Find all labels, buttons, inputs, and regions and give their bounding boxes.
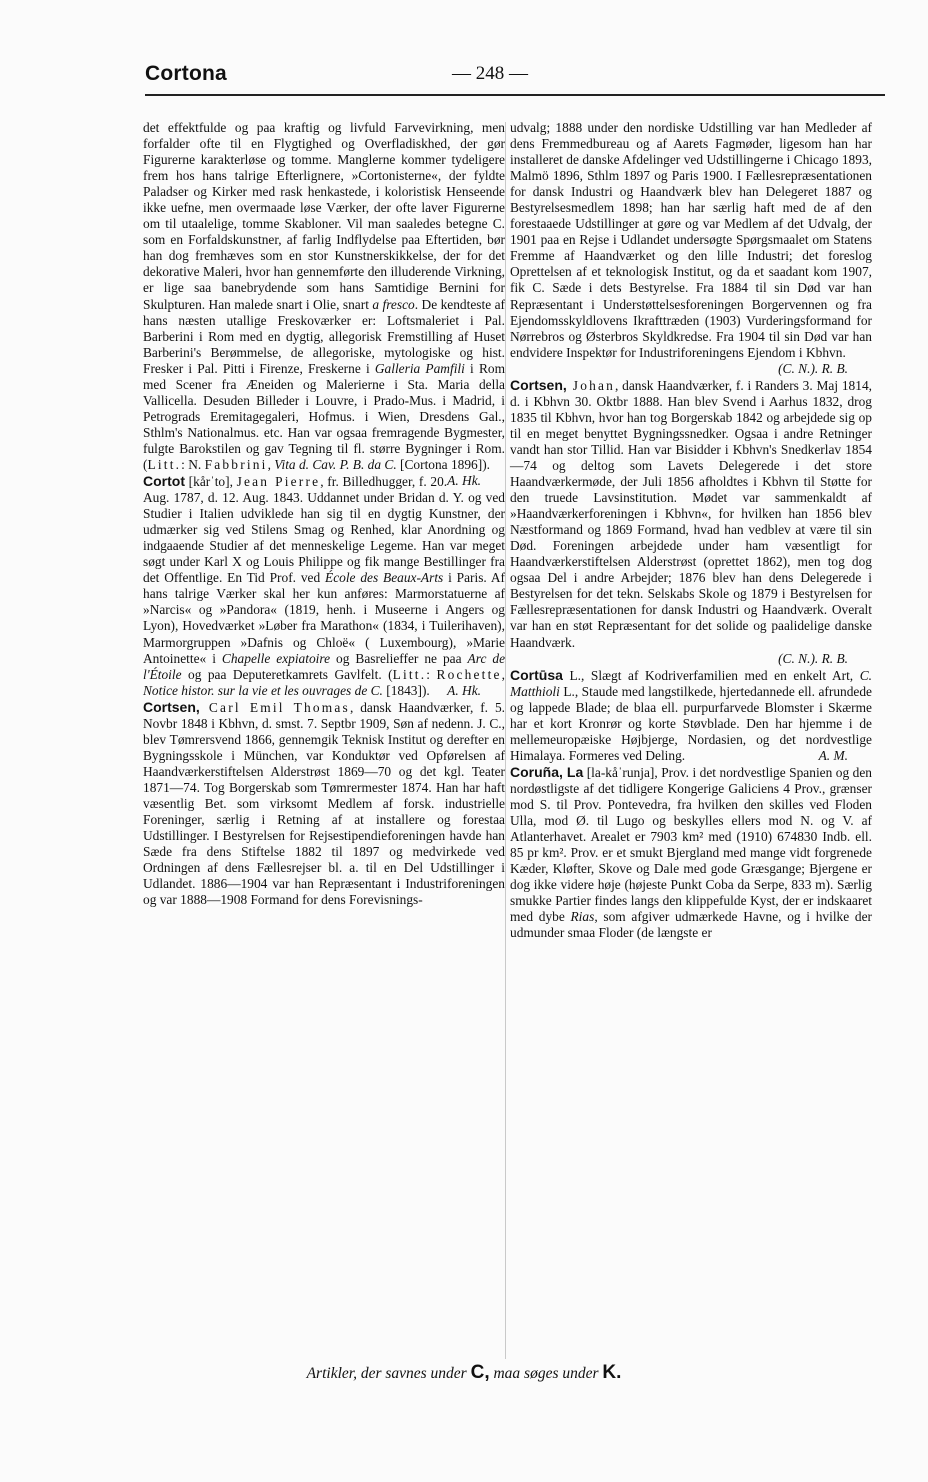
header-rule xyxy=(145,94,885,96)
entry-headword: Coruña, La xyxy=(510,763,584,780)
page-number: — 248 — xyxy=(452,63,528,84)
author-signature: A. Hk. xyxy=(447,682,481,698)
entry-headword: Cortūsa xyxy=(510,666,563,683)
author-signature: (C. N.). R. B. xyxy=(778,360,848,376)
entry-headword: Cortsen, xyxy=(510,376,567,393)
entry-cortsen-carl-emil-continued: udvalg; 1888 under den nordiske Udstilling var han Medleder af dens Fremmedbureau og af Aarets Fagmøder, ligesom han har installeret de danske Afdelinger ved Udstillingerne i Chicago 1893, Malmö 1896, Sthlm 1897 og Paris 1900. I Fællesrepræsentationen for dansk Industri og Haandværk blev han Delegeret 1887 og Bestyrelsesmedlem 1898; han har særlig haft med de af den forestaaede Udstillinger at gøre og var Medlem af det Udvalg, der 1901 paa en Rejse i Udlandet undersøgte Spørgsmaalet om Statens Fremme af Haandværket og den lille Industri; det foreslog Oprettelsen af et teknologisk Institut, og da et saadant kom 1907, fik C. Sæde i dets Bestyrelse. Fra 1884 til sin Død var han Repræsentant i Understøttelsesforeningen Borgervennen og fra Ejendomsskyldlovens Ikrafttræden (1903) Vurderingsformand for Nørrebros og Østerbros Skyldkredse. Fra 1904 til sin Død var han endvidere Inspektør for Industriforeningens Ejendom i Kbhvn. xyxy=(510,120,872,360)
entry-headword: Cortsen, xyxy=(143,698,200,715)
page-footer-note: Artikler, der savnes under C, maa søges under K. xyxy=(306,1362,622,1383)
author-signature: A. Hk. xyxy=(447,473,481,489)
author-signature: A. M. xyxy=(818,747,848,763)
entry-cortusa: Cortūsa L., Slægt af Kodriverfamilien med en enkelt Art, C. Matthioli L., Staude med langstilkede, hjertedannede ell. afrundede og lappede Blade; de blaa ell. purpurfarvede Blomster i Skærme har et kort Kronrør og korte Støvblade. Den har hjemme i de mellemeuropæiske Højbjerge, Nordasien, og det nordvestlige Himalaya. Formeres ved Deling. A. M. xyxy=(510,666,872,763)
entry-cortot: Cortot [kårˈto], Jean Pierre, fr. Billedhugger, f. 20. Aug. 1787, d. 12. Aug. 1843. Uddannet under Bridan d. Y. og ved Studier i Italien udviklede han sig til en dygtig Kunstner, der udmærker sig ved Stilens Smag og Renhed, klar Anordning og indgaaende Studier af det menneskelige Legeme. Han var meget søgt under Karl X og Louis Philippe og fik mange Bestillinger fra det Offentlige. En Tid Prof. ved École des Beaux-Arts i Paris. Af hans talrige Værker skal her kun anføres: Marmorstatuerne af »Narcis« og »Pandora« (1819, henh. i Museerne i Angers og Lyon), Hovedværket »Løber fra Marathon« (1834, i Tuilerihaven), Marmorgruppen »Dafnis og Chloë« ( Luxembourg), »Marie Antoinette« i Chapelle expiatoire og Basrelieffer ne paa Arc de l'Étoile og paa Deputeretkamrets Gavlfelt. (Litt.: Rochette, Notice histor. sur la vie et les ouvrages de C. [1843]). A. Hk. xyxy=(143,473,506,698)
entry-headword: Cortot xyxy=(143,473,185,490)
entry-cortsen-johan: Cortsen, Johan, dansk Haandværker, f. i Randers 3. Maj 1814, d. i Kbhvn 30. Oktbr 1888. Han blev Svend i Aarhus 1832, drog 1835 til Kbhvn, hvor han tog Borgerskab 1842 og arbejdede sig op til en meget benyttet Bygningssnedker. Ogsaa i andre Retninger vandt han stor Tillid. Han var Bisidder i Kbhvn's Snedkerlav 1854—74 og deltog som Lavets Delegerede i det store Haandværkermøde, der Juli 1856 afholdtes i Kbhvn til Støtte for den truede Lavsinstitution. Mødet var sammenkaldt af »Haandværkerforeningen i Kbhvn«, for hvilken han 1856 blev Næstformand og 1869 Formand, hvad han vedblev at være til sin Død. Foreningen arbejdede under ham væsentligt for Haandværkerstiftelsen Alderstrøst (oprettet 1862), men tog dog ogsaa Del i andre Arbejder; 1876 blev han dens Delegerede i Bestyrelsen for det tekn. Selskabs Skole og 1879 i Bestyrelsen for Fællesrepræsentationen for dansk Industri og Haandværk. Overalt var han en støt Repræsentant for det solide og paalidelige danske Haandværk. xyxy=(510,376,872,650)
left-column xyxy=(143,120,505,908)
entry-cortsen-carl-emil: Cortsen, Carl Emil Thomas, dansk Haandværker, f. 5. Novbr 1848 i Kbhvn, d. smst. 7. Septbr 1909, Søn af nedenn. J. C., blev Tømrersvend 1866, gennemgik Teknisk Institut og derefter en Bygningsskole i München, var Konduktør ved Opførelsen af Haandværkerstiftelsen Alderstrøst 1869—70 og det kgl. Teater 1871—74. Tog Borgerskab som Tømrermester 1874. Han har haft væsentlig Bet. som virksomt Medlem af forsk. industrielle Foreninger, særlig i Retning af at installere og forestaa Udstillinger. I Bestyrelsen for Rejsestipendieforeningen havde han Sæde fra dens Stiftelse 1882 til 1897 og medvirkede ved Ordningen af dens Fællesrejser bl. a. til en Del Udstillinger i Udlandet. 1886—1904 var han Repræsentant i Industriforeningen og var 1888—1908 Formand for dens Forevisnings- xyxy=(143,698,505,908)
author-signature: (C. N.). R. B. xyxy=(778,650,848,666)
entry-coruna: Coruña, La [la-kåˈrunja], Prov. i det nordvestlige Spanien og den nordøstligste af det tidligere Kongerige Galiciens 4 Prov., grænser mod S. til Prov. Pontevedra, fra hvilken den skilles ved Floden Ulla, mod Ø. til Lugo og beskylles ellers mod N. og V. af Atlanterhavet. Arealet er 7903 km² med (1910) 674830 Indb. ell. 85 pr km². Prov. er et smukt Bjergland med mange vidt forgrenede Kæder, Kløfter, Skove og Dale med gode Græsgange; Bjergene er dog ikke videre høje (højeste Punkt Coba da Serpe, 833 m). Særlig smukke Partier findes langs den klippefulde Kyst, der er indskaaret med dybe Rias, som afgiver udmærkede Havne, og i hvilke der udmunder smaa Floder (de længste er xyxy=(510,763,872,941)
column-divider xyxy=(505,122,506,1359)
entry-cortona-continued: det effektfulde og paa kraftig og livfuld Farvevirkning, men forfalder ofte til en Flygtighed og Overfladiskhed, der gør Figurerne karakterløse og tomme. Manglerne kommer tydeligere frem hos hans talrige Efterlignere, »Cortonisterne«, der fyldte Paladser og Kirker med rask henkastede, i koloristisk Henseende ikke uefne, men overmaade løse Værker, der ofte laver Figurerne om til utaalelige, tomme Skabloner. Vil man saaledes betegne C. som en Forfaldskunstner, af farlig Indflydelse paa Eftertiden, bør han dog fremhæves som en stor Kunstnerskikkelse, der for det dekorative Maleri, hvor han gennemførte den illuderende Virkning, er lige saa banebrydende som hans Samtidige Bernini for Skulpturen. Han malede snart i Olie, snart a fresco. De kendteste af hans næsten utallige Freskoværker er: Loftsmaleriet i Pal. Barberini i Rom med en dygtig, allegorisk Fremstilling af Huset Barberini's Berømmelse, de allegoriske, mytologiske og hist. Fresker i Pal. Pitti i Firenze, Freskerne i Galleria Pamfili i Rom med Scener fra Æneiden og Malerierne i Sta. Maria della Vallicella. Desuden Billeder i Louvre, i Prado-Mus. i Madrid, i Petrograds Eremitagegaleri, Hofmus. i Wien, Dresdens Gal., Sthlm's Nationalmus. etc. Han var ogsaa fremragende Bygmester, fulgte Barokstilen og gav Tegning til fl. større Bygninger i Rom. (Litt.: N. Fabbrini, Vita d. Cav. P. B. da C. [Cortona 1896]). A. Hk. xyxy=(143,120,506,489)
right-column xyxy=(510,120,872,941)
page-header xyxy=(0,0,928,110)
running-headword: Cortona xyxy=(145,62,227,85)
